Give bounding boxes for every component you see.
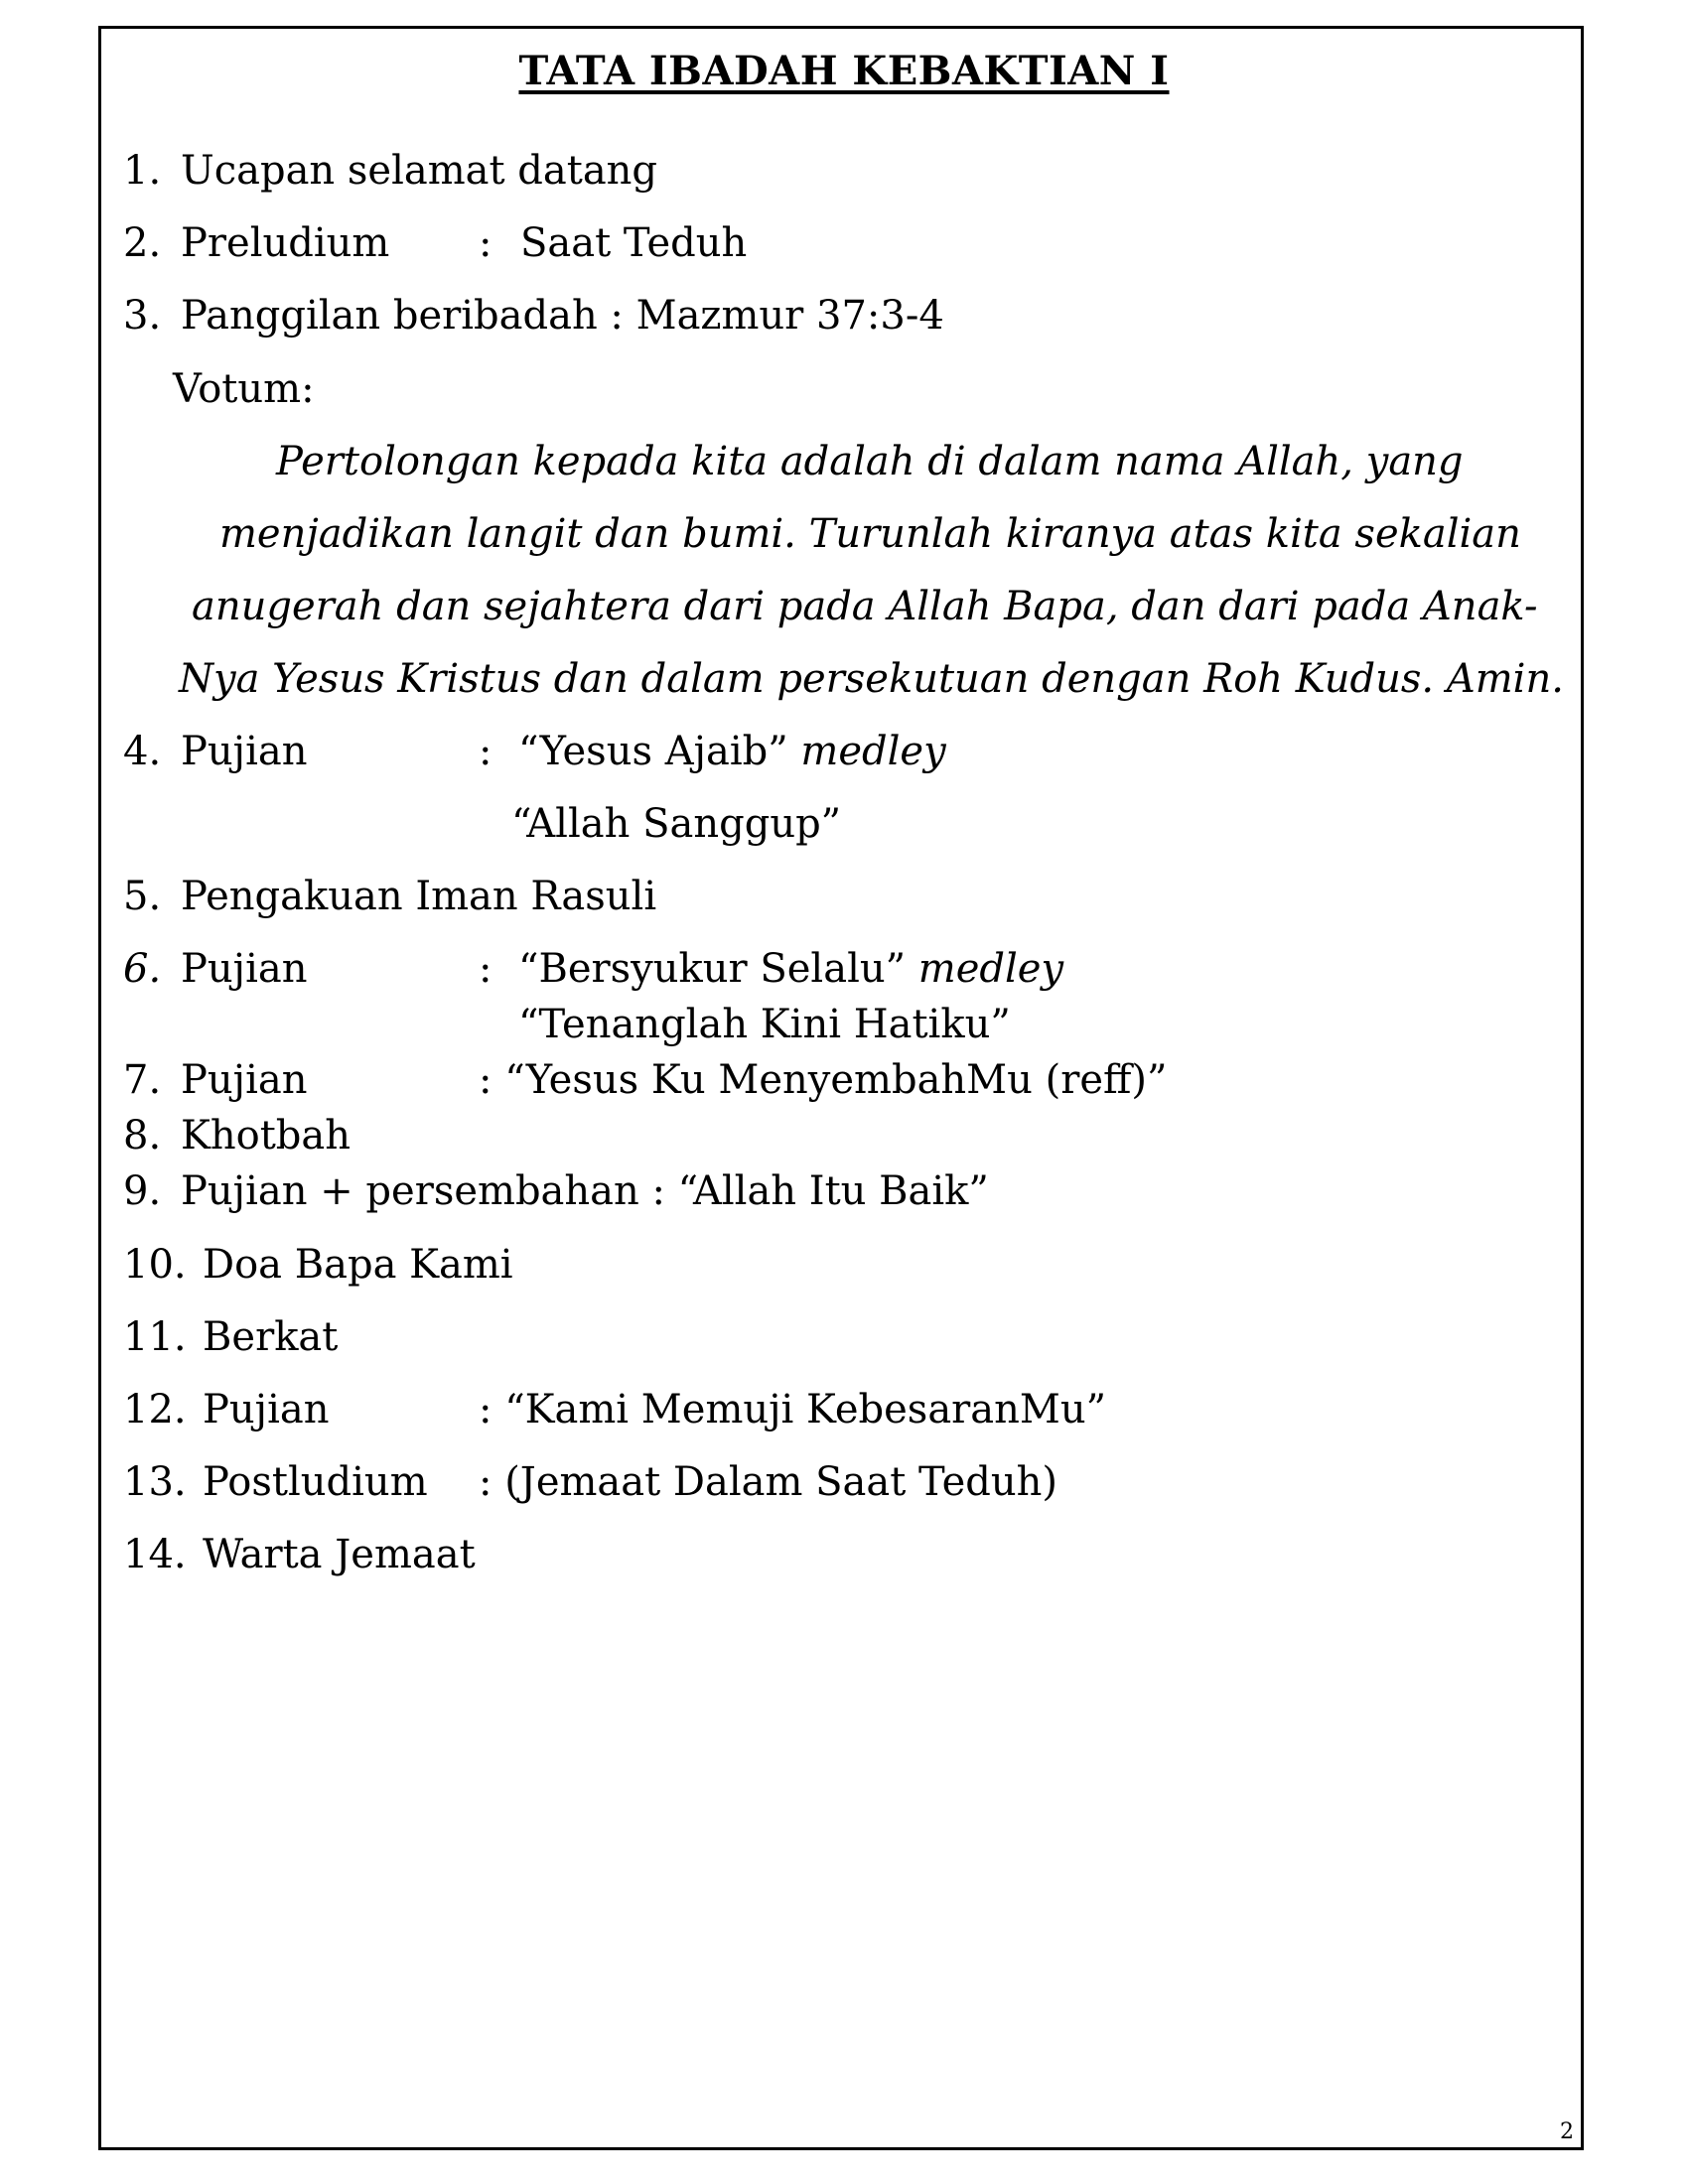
page-title: TATA IBADAH KEBAKTIAN I xyxy=(518,48,1170,94)
item-value: : (Jemaat Dalam Saat Teduh) xyxy=(479,1459,1057,1505)
item-number: 1. xyxy=(123,148,162,194)
list-item xyxy=(123,217,748,269)
item-number: 3. xyxy=(123,293,162,339)
item-number: 12. xyxy=(123,1387,187,1433)
list-item xyxy=(123,1110,352,1161)
votum-heading: Votum: xyxy=(173,366,315,412)
votum-line: anugerah dan sejahtera dari pada Allah Bapa, dan dari pada Anak- xyxy=(192,584,1538,629)
item-label: Pujian xyxy=(203,1387,330,1433)
item-label: Postludium xyxy=(203,1459,428,1505)
item-number: 9. xyxy=(123,1168,162,1214)
list-item xyxy=(123,1239,513,1291)
item-value-continued: “Tenanglah Kini Hatiku” xyxy=(518,1002,1011,1047)
item-number: 14. xyxy=(123,1532,187,1577)
item-label: Pujian xyxy=(181,946,308,992)
item-value: “Yesus Ajaib” xyxy=(518,729,788,774)
list-item xyxy=(123,1384,1107,1435)
item-number: 13. xyxy=(123,1459,187,1505)
item-value-suffix: medley xyxy=(800,729,946,774)
list-item xyxy=(123,1456,1057,1508)
item-label: Pengakuan Iman Rasuli xyxy=(181,874,657,919)
page-number: 2 xyxy=(1560,2119,1574,2144)
list-item xyxy=(123,290,944,341)
item-number: 4. xyxy=(123,729,162,774)
item-separator: : xyxy=(479,946,492,992)
item-value: Saat Teduh xyxy=(520,220,748,266)
item-number: 2. xyxy=(123,220,162,266)
votum-line: menjadikan langit dan bumi. Turunlah kiranya atas kita sekalian xyxy=(219,511,1521,557)
item-label: Ucapan selamat datang xyxy=(181,148,658,194)
item-number: 8. xyxy=(123,1113,162,1159)
item-number: 6. xyxy=(123,946,162,992)
item-label: Warta Jemaat xyxy=(203,1532,476,1577)
list-item xyxy=(123,1054,1168,1106)
item-number: 7. xyxy=(123,1057,162,1103)
item-value: : “Yesus Ku MenyembahMu (reff)” xyxy=(479,1057,1168,1103)
list-item xyxy=(123,1529,476,1580)
item-label: Panggilan beribadah : Mazmur 37:3-4 xyxy=(181,293,944,339)
list-item xyxy=(123,871,657,922)
list-item xyxy=(123,145,658,197)
votum-line: Pertolongan kepada kita adalah di dalam nama Allah, yang xyxy=(276,439,1464,484)
item-value: “Bersyukur Selalu” xyxy=(518,946,907,992)
item-label: Khotbah xyxy=(181,1113,352,1159)
item-number: 10. xyxy=(123,1242,187,1288)
item-label: Pujian xyxy=(181,729,308,774)
list-item xyxy=(123,1165,989,1217)
item-label: Pujian xyxy=(181,1057,308,1103)
item-label: Berkat xyxy=(203,1314,339,1360)
votum-line: Nya Yesus Kristus dan dalam persekutuan dengan Roh Kudus. Amin. xyxy=(179,656,1564,702)
item-label: Doa Bapa Kami xyxy=(203,1242,513,1288)
item-number: 5. xyxy=(123,874,162,919)
item-value: : “Kami Memuji KebesaranMu” xyxy=(479,1387,1107,1433)
list-item xyxy=(123,726,946,777)
item-value-continued: “Allah Sanggup” xyxy=(511,801,842,847)
item-value-suffix: medley xyxy=(917,946,1064,992)
item-separator: : xyxy=(479,220,492,266)
list-item xyxy=(123,1311,339,1363)
item-separator: : xyxy=(479,729,492,774)
item-label: Pujian + persembahan : “Allah Itu Baik” xyxy=(181,1168,989,1214)
list-item xyxy=(123,943,1064,995)
item-label: Preludium xyxy=(181,220,390,266)
item-number: 11. xyxy=(123,1314,187,1360)
